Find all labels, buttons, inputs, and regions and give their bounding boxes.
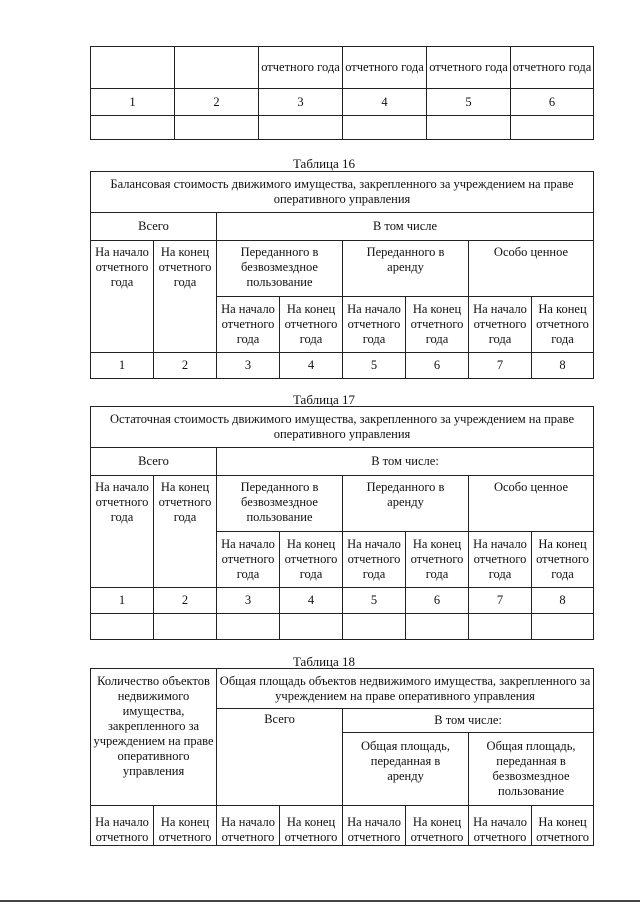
number-cell: 8 xyxy=(532,353,594,379)
end-year-header: На конец отчетного года xyxy=(154,241,217,353)
number-cell: 4 xyxy=(343,89,427,116)
empty-cell xyxy=(343,614,406,640)
table16-title: Балансовая стоимость движимого имущества, закрепленного за учреждением на праве оперативного управления xyxy=(91,172,594,213)
end-year-header: На конец отчетного года xyxy=(280,532,343,588)
table17-caption: Таблица 17 xyxy=(292,392,356,407)
empty-cell xyxy=(91,116,175,140)
empty-cell xyxy=(280,614,343,640)
area-free-header: Общая площадь, переданная в безвозмездное пользование xyxy=(469,733,594,806)
end-year-header: На конец отчетного года xyxy=(532,532,594,588)
number-cell: 3 xyxy=(217,588,280,614)
number-cell: 1 xyxy=(91,89,175,116)
end-year-header: На конец отчетного года xyxy=(532,297,594,353)
start-year-header: На начало отчетного года xyxy=(343,532,406,588)
number-cell: 7 xyxy=(469,353,532,379)
area-rent-header: Общая площадь, переданная в аренду xyxy=(343,733,469,806)
number-cell: 4 xyxy=(280,588,343,614)
start-year-header: На начало отчетного года xyxy=(217,532,280,588)
end-year-header: На конец отчетного года xyxy=(406,297,469,353)
number-cell: 3 xyxy=(217,353,280,379)
rent-header: Переданного в аренду xyxy=(343,241,469,297)
empty-cell xyxy=(217,614,280,640)
start-year-header: На начало отчетного xyxy=(469,806,532,846)
end-year-header: На конец отчетного xyxy=(280,806,343,846)
header-cell xyxy=(91,47,175,89)
table18-caption: Таблица 18 xyxy=(292,654,356,669)
number-cell: 1 xyxy=(91,353,154,379)
header-cell: отчетного года xyxy=(259,47,343,89)
number-cell: 1 xyxy=(91,588,154,614)
start-year-header: На начало отчетного года xyxy=(91,476,154,588)
end-year-header: На конец отчетного xyxy=(406,806,469,846)
start-year-header: На начало отчетного xyxy=(91,806,154,846)
table18 xyxy=(90,668,594,846)
total-header: Всего xyxy=(217,709,343,806)
empty-cell xyxy=(259,116,343,140)
table16-caption: Таблица 16 xyxy=(292,156,356,171)
empty-cell xyxy=(91,614,154,640)
start-year-header: На начало отчетного xyxy=(217,806,280,846)
number-cell: 5 xyxy=(427,89,511,116)
end-year-header: На конец отчетного года xyxy=(280,297,343,353)
empty-cell xyxy=(343,116,427,140)
number-cell: 6 xyxy=(511,89,594,116)
empty-cell xyxy=(469,614,532,640)
free-use-header: Переданного в безвозмездное пользование xyxy=(217,241,343,297)
object-count-header: Количество объектов недвижимого имущества, закрепленного за учреждением на праве оперативного управления xyxy=(91,669,217,806)
number-cell: 3 xyxy=(259,89,343,116)
table16 xyxy=(90,171,594,379)
number-cell: 5 xyxy=(343,353,406,379)
table17 xyxy=(90,406,594,640)
start-year-header: На начало отчетного года xyxy=(217,297,280,353)
including-header: В том числе: xyxy=(217,448,594,476)
empty-cell xyxy=(427,116,511,140)
number-cell: 6 xyxy=(406,588,469,614)
empty-cell xyxy=(532,614,594,640)
area-header: Общая площадь объектов недвижимого имущества, закрепленного за учреждением на праве оперативного управления xyxy=(217,669,594,709)
number-cell: 5 xyxy=(343,588,406,614)
start-year-header: На начало отчетного года xyxy=(91,241,154,353)
number-cell: 6 xyxy=(406,353,469,379)
including-header: В том числе xyxy=(217,213,594,241)
header-cell: отчетного года xyxy=(343,47,427,89)
total-header: Всего xyxy=(91,213,217,241)
total-header: Всего xyxy=(91,448,217,476)
empty-cell xyxy=(406,614,469,640)
end-year-header: На конец отчетного xyxy=(532,806,594,846)
number-cell: 4 xyxy=(280,353,343,379)
start-year-header: На начало отчетного xyxy=(343,806,406,846)
rent-header: Переданного в аренду xyxy=(343,476,469,532)
header-cell xyxy=(175,47,259,89)
page-bottom-edge xyxy=(0,900,640,902)
start-year-header: На начало отчетного года xyxy=(469,532,532,588)
number-cell: 7 xyxy=(469,588,532,614)
number-cell: 2 xyxy=(175,89,259,116)
end-year-header: На конец отчетного xyxy=(154,806,217,846)
number-cell: 2 xyxy=(154,353,217,379)
end-year-header: На конец отчетного года xyxy=(406,532,469,588)
valuable-header: Особо ценное xyxy=(469,241,594,297)
empty-cell xyxy=(175,116,259,140)
header-cell: отчетного года xyxy=(427,47,511,89)
number-cell: 8 xyxy=(532,588,594,614)
free-use-header: Переданного в безвозмездное пользование xyxy=(217,476,343,532)
start-year-header: На начало отчетного года xyxy=(469,297,532,353)
valuable-header: Особо ценное xyxy=(469,476,594,532)
table17-title: Остаточная стоимость движимого имущества, закрепленного за учреждением на праве оперативного управления xyxy=(91,407,594,448)
empty-cell xyxy=(154,614,217,640)
empty-cell xyxy=(511,116,594,140)
header-cell: отчетного года xyxy=(511,47,594,89)
start-year-header: На начало отчетного года xyxy=(343,297,406,353)
top-table xyxy=(90,46,594,140)
number-cell: 2 xyxy=(154,588,217,614)
including-header: В том числе: xyxy=(343,709,594,733)
end-year-header: На конец отчетного года xyxy=(154,476,217,588)
